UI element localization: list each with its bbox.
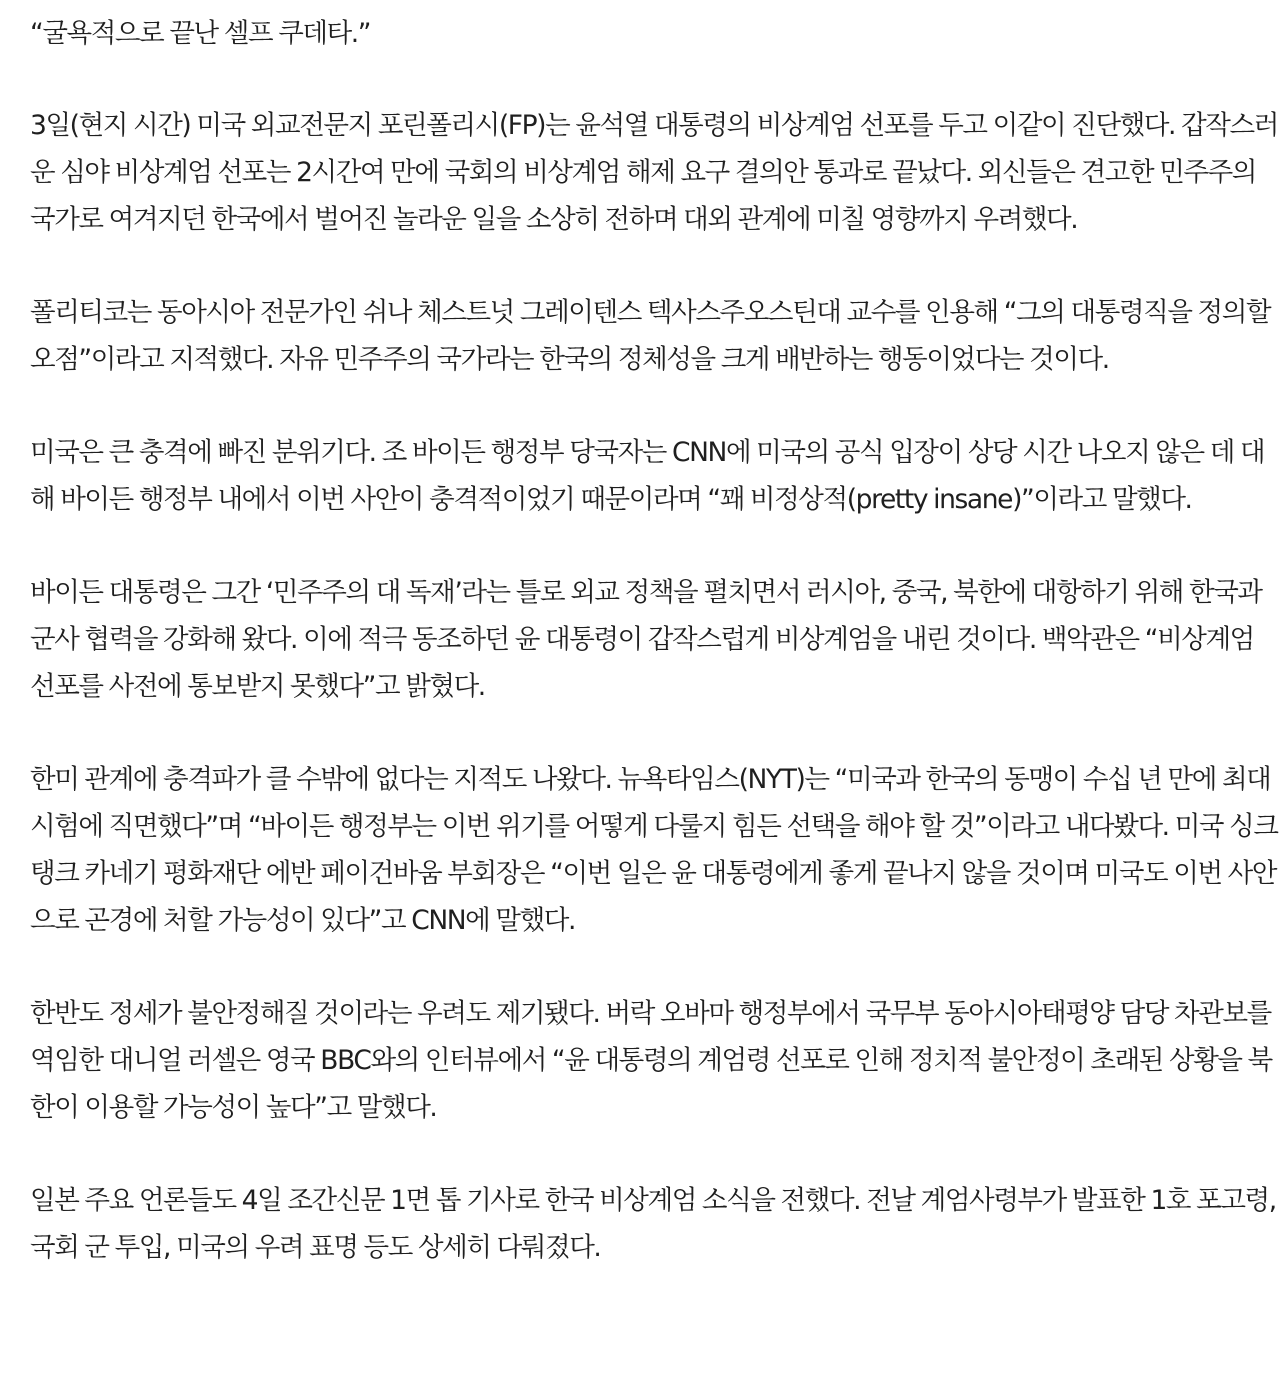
article-paragraph-fp: 3일(현지 시간) 미국 외교전문지 포린폴리시(FP)는 윤석열 대통령의 비상계엄 선포를 두고 이같이 진단했다. 갑작스러운 심야 비상계엄 선포는 2시간여 만에 국회의 비상계엄 해제 요구 결의안 통과로 끝났다. 외신들은 견고한 민주주의 국가로 여겨지던 한국에서 벌어진 놀라운 일을 소상히 전하며 대외 관계에 미칠 영향까지 우려했다. — [30, 110, 1278, 235]
article-paragraph-peninsula: 한반도 정세가 불안정해질 것이라는 우려도 제기됐다. 버락 오바마 행정부에서 국무부 동아시아태평양 담당 차관보를 역임한 대니얼 러셀은 영국 BBC와의 인터뷰에서 “윤 대통령의 계엄령 선포로 인해 정치적 불안정이 초래된 상황을 북한이 이용할 가능성이 높다”고 말했다. — [30, 998, 1272, 1123]
article-paragraph-politico: 폴리티코는 동아시아 전문가인 쉬나 체스트넛 그레이텐스 텍사스주오스틴대 교수를 인용해 “그의 대통령직을 정의할 오점”이라고 지적했다. 자유 민주주의 국가라는 한국의 정체성을 크게 배반하는 행동이었다는 것이다. — [30, 297, 1271, 375]
article-lead-quote: “굴욕적으로 끝난 셀프 쿠데타.” — [30, 18, 371, 49]
article-body — [30, 10, 1280, 1317]
article-paragraph-japan: 일본 주요 언론들도 4일 조간신문 1면 톱 기사로 한국 비상계엄 소식을 전했다. 전날 계엄사령부가 발표한 1호 포고령, 국회 군 투입, 미국의 우려 표명 등도 상세히 다뤄졌다. — [30, 1185, 1276, 1263]
article-paragraph-alliance: 한미 관계에 충격파가 클 수밖에 없다는 지적도 나왔다. 뉴욕타임스(NYT)는 “미국과 한국의 동맹이 수십 년 만에 최대 시험에 직면했다”며 “바이든 행정부는 이번 위기를 어떻게 다룰지 힘든 선택을 해야 할 것”이라고 내다봤다. 미국 싱크탱크 카네기 평화재단 에반 페이건바움 부회장은 “이번 일은 윤 대통령에게 좋게 끝나지 않을 것이며 미국도 이번 사안으로 곤경에 처할 가능성이 있다”고 CNN에 말했다. — [30, 764, 1278, 936]
article-paragraph-biden: 바이든 대통령은 그간 ‘민주주의 대 독재’라는 틀로 외교 정책을 펼치면서 러시아, 중국, 북한에 대항하기 위해 한국과 군사 협력을 강화해 왔다. 이에 적극 동조하던 윤 대통령이 갑작스럽게 비상계엄을 내린 것이다. 백악관은 “비상계엄 선포를 사전에 통보받지 못했다”고 밝혔다. — [30, 577, 1262, 702]
article-paragraph-us-reaction: 미국은 큰 충격에 빠진 분위기다. 조 바이든 행정부 당국자는 CNN에 미국의 공식 입장이 상당 시간 나오지 않은 데 대해 바이든 행정부 내에서 이번 사안이 충격적이었기 때문이라며 “꽤 비정상적(pretty insane)”이라고 말했다. — [30, 437, 1265, 515]
